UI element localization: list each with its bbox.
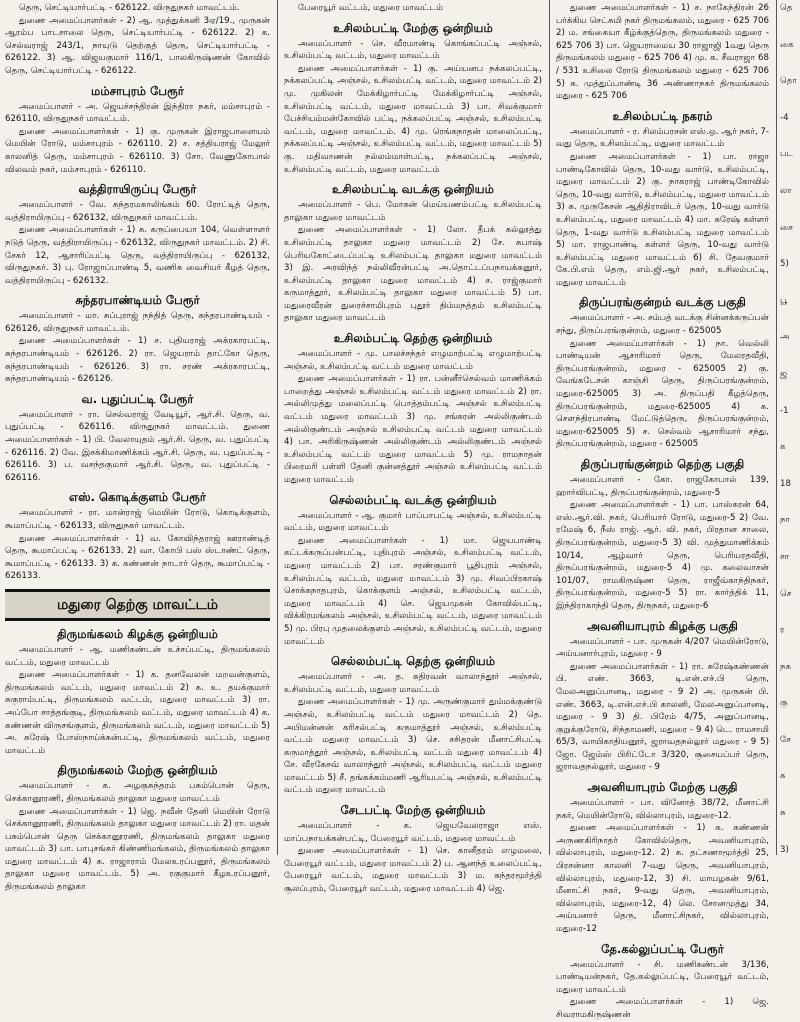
entry-paragraph: தெரு, செட்டியார்பட்டி - 626122. விருதுநகர் மாவட்டம். (19, 3, 240, 13)
entry-paragraph: துணை அமைப்பாளர்கள் - 1) மு. அருண்குமார் தும்மக்குண்டு அஞ்சல், உசிலம்பட்டி வட்டம் மதுரை மாவட்டம் 2) தெ. அபிமன்னன் கரிசல்பட்டி கருமாத்தூர் அஞ்சல், உசிலம்பட்டி வட்டம் மதுரை மாவட்டம் 3) செ. சசிதரன் மீனாட்சிபட்டி கருமாத்தூர் அஞ்சல், உசிலம்பட்டி வட்டம் மதுரை மாவட்டம் 4) சே. வீரகேசவ் வாலாந்தூர் அஞ்சல், உசிலம்பட்டி வட்டம் மதுரை மாவட்டம் 5) சீ. தங்கக்கம்மணி ஆரியபட்டி அஞ்சல், உசிலம்பட்டி வட்டம் மதுரை மாவட்டம் (284, 697, 542, 796)
section-heading: எஸ். கொடிக்குளம் பேரூர் (69, 490, 206, 505)
entry-paragraph: துணை அமைப்பாளர்கள் - 1) ஜெ. சிவராமகிருஷ்ணன் (556, 997, 769, 1020)
section-heading: தே.கல்லுப்பட்டி பேரூர் (601, 941, 724, 956)
entry-paragraph: துணை அமைப்பாளர்கள் - 1) கு. முருகன் இராஜபாளையம் மெயின் ரோடு, மம்சாபுரம் - 626110. 2) ச. சத்தியராஜ் மேலூர் காலனித் தெரு, மம்சாபுரம் - 626110. 3) சோ. வேணுகோபால் விலவம் நகர், மம்சாபுரம் - 626110. (5, 126, 270, 175)
entry-paragraph: அமைப்பாளர் - பெ. மோகன் மெய்யணம்பட்டி உசிலம்பட்டி தாலுகா மதுரை மாவட்டம் (284, 200, 542, 223)
cut-off-text-fragment: ர (780, 625, 785, 636)
entry-paragraph: துணை அமைப்பாளர்கள் - 1) ச. புதியராஜ் அக்ரகாரபட்டி, சுந்தரபாண்டியம் - 626126. 2) ரா. ஜெயராம் தாட்கோ தெரு, சுந்தரபாண்டியம் - 626126. 3) ரா. சரண் அக்ரகாரபட்டி, சுந்தரபாண்டியம் - 626126. (5, 336, 270, 385)
column-3 (551, 0, 774, 1020)
entry-paragraph: அமைப்பாளர் - ஆ. குமார் பாப்பாபட்டி அஞ்சல், உசிலம்பட்டி வட்டம், மதுரை மாவட்டம் (284, 510, 542, 534)
cut-off-text-fragment: -1 (780, 405, 789, 416)
entry-paragraph: அமைப்பாளர் - க. அழகுசுந்தரம் பசும்பொன் தெரு, செக்கானூரணி, திருமங்கலம் தாலுகா மதுரை மாவட்டம் (5, 781, 270, 804)
section-heading: திருப்பரங்குன்றம் தெற்கு பகுதி (580, 457, 745, 471)
column-1 (0, 0, 275, 893)
entry-paragraph: துணை அமைப்பாளர்கள் - 1) லோ. தீபக் கல்லூத்து உசிலம்பட்டி தாலுகா மதுரை மாவட்டம் 2) சே. சுபாஷ் பெரியகோட்டைப்பட்டி உசிலம்பட்டி தாலுகா மதுரை மாவட்டம் 3) இ. அரவிந்த் நல்லிவீரன்பட்டி அ.தொட்டப்பநாயக்கனூர், உசிலம்பட்டி தாலுகா மதுரை மாவட்டம் 4) ச. ராஜ்குமார் கருமாத்தூர், உசிலம்பட்டி தாலுகா மதுரை மாவட்டம் 5) பா. மதுரைவீரன் துரைச்சாமிபுரம் புதூர் திம்மநத்தம் உசிலம்பட்டி தாலுகா மதுரை மாவட்டம் (284, 225, 542, 324)
entry-paragraph: துணை அமைப்பாளர்கள் - 1) ச. நாகேந்திரன் 26 பர்க்கிய செட்சுமி நகர் திருமங்கலம், மதுரை - 625 706 2) ம. சங்கையா கீழ்க்குத்தெரு, திருமங்கலம் மதுரை - 625 706 3) பா. ஜெயராமைய 30 ராஜாஜி 1வது தெரு திருமங்கலம் மதுரை - 625 706 4) மு. க. சீவராஜா 68 / 531 உசிலை ரோடு திருமங்கலம் மதுரை - 625 706 5) க. முத்துப்பாண்டி 36 அண்ணாநகர் திருமங்கலம் மதுரை - 625 706 (556, 3, 769, 102)
entry-paragraph: அமைப்பாளர் - அ. சம்பத் வடக்கு சின்னக்கருப்பன் சந்து, திருப்பரங்குன்றம், மதுரை - 625005 (556, 313, 769, 337)
entry-paragraph: துணை அமைப்பாளர்கள் - 1) வ. கோவிந்தராஜ் ஊராண்டித் தெரு, கூமாப்பட்டி - 626133. 2) வா. கோபி பஸ் ஸ்டாண்ட் தெரு, கூமாப்பட்டி - 626133. 3) க. கண்ணன் நாடார் தெரு, கூமாப்பட்டி - 626133. (5, 533, 270, 582)
section-heading: திருமங்கலம் மேற்கு ஒன்றியம் (57, 763, 218, 778)
section-heading: செல்லம்பட்டி வடக்கு ஒன்றியம் (329, 492, 497, 507)
cut-off-text-fragment: சு (780, 808, 786, 819)
entry-paragraph: அமைப்பாளர் - ரா. மான்ராஜ் மெயின் ரோடு, கொடிக்குளம், கூமாப்பட்டி - 626133, விருதுநகர் மாவட்டம். (5, 508, 270, 531)
entry-paragraph: பேரையூர் வட்டம், மதுரை மாவட்டம் (298, 3, 443, 13)
section-heading: சுந்தரபாண்டியம் பேரூர் (75, 293, 200, 308)
column-divider (549, 0, 550, 855)
entry-paragraph: அமைப்பாளர் - பா. வினோத் 38/72, மீனாட்சி நகர், மெயின்ரோடு, வில்லாபுரம், மதுரை-12. (556, 798, 769, 821)
cut-off-text-fragment: க (780, 771, 786, 782)
section-heading: உசிலம்பட்டி வடக்கு ஒன்றியம் (332, 182, 494, 197)
entry-paragraph: துணை அமைப்பாளர்கள் - 1) க. தனவேலன் மறவன்குளம், திருமங்கலம் வட்டம், மதுரை மாவட்டம் 2) க. உ. தயக்குமார் சுகுராம்பட்டி, திருமங்கலம் வட்டம், மதுரை மாவட்டம் 3) ரா. அப்போ சாத்தங்குடி, திருமங்கலம் வட்டம், மதுரை மாவட்டம் 4) க. கண்ணன் விருசங்குளம், திருமங்கலம் வட்டம், மதுரை மாவட்டம் 5) அ. சுரேஷ் போஸ்நாய்க்கன்பட்டி, திருமங்கலம் வட்டம், மதுரை மாவட்டம் (5, 670, 270, 756)
entry-paragraph: துணை அமைப்பாளர்கள் - 1) சு. கருப்பையா 104, வெள்ளாளர் நடுத் தெரு, வத்திராயிருப்பு - 626132, விருதுநகர் மாவட்டம். 2) சி. சேகர் 12, ஆசாரிப்பட்டி தெரு, வத்திராயிருப்பு - 626132, விருதுநகர். 3) பு. ரோஜாப்பாண்டி 5, வணிக வைசியர் கீழத் தெரு, வத்திராயிருப்பு - 626132. (5, 225, 270, 286)
entry-paragraph: அமைப்பாளர் - கோ. ராஜகோபால் 139, ஹார்விபட்டி, திருப்பரங்குன்றம், மதுரை-5 (556, 475, 769, 498)
section-heading: உசிலம்பட்டி மேற்கு ஒன்றியம் (333, 20, 493, 35)
cut-off-text-fragment: 3) (780, 844, 789, 855)
section-heading: அவனியாபுரம் கிழக்கு பகுதி (587, 618, 738, 633)
entry-paragraph: அமைப்பாளர் - வே. சுந்தரமகாலிங்கம் 60. ரோட்டித் தெரு, வத்திராயிருப்பு - 626132, விருதுநகர் மாவட்டம். (5, 200, 270, 223)
column-4-fragment (778, 0, 800, 855)
cut-off-text-fragment: ஜ (780, 368, 788, 379)
entry-paragraph: துணை அமைப்பாளர்கள் - 2) ஆ. முத்துக்கனி 3ஏ/19., முருகன் ஆரம்ப பாடசாலை தெரு, செட்டியார்பட்டி - 626122. 2) க. செல்வராஜ் 243/1, நாயுடு தெற்குத் தெரு, செட்டியார்பட்டி - 626122. 3) ஆ. விஜயகுமார் 116/1, பாலகிருஷ்ணன் கோவில் தெரு, செட்டியார்பட்டி - 626122. (5, 15, 270, 76)
cut-off-text-fragment: சை (780, 222, 793, 233)
entry-paragraph: அமைப்பாளர் - க. ஜெயவேலராஜா எஸ். மாப்பநாயக்கன்பட்டி, பேரையூர் வட்டம், மதுரை மாவட்டம் (284, 821, 542, 844)
cut-off-text-fragment: கு (780, 698, 788, 709)
cut-off-text-fragment: சா (780, 551, 790, 562)
cut-off-text-fragment: தொ (780, 76, 797, 87)
entry-paragraph: அமைப்பாளர் - அ. த. கதிரவன் வாலாந்தூர் அஞ்சல், உசிலம்பட்டி வட்டம், மதுரை மாவட்டம் (284, 672, 542, 695)
entry-paragraph: அமைப்பாளர் - மு. பாலச்சந்தர் எழுமாற்பட்டி எழுமாற்பட்டி அஞ்சல், உசிலம்பட்டி வட்டம் மதுரை மாவட்டம் (284, 349, 542, 372)
cut-off-text-fragment: லா (780, 185, 792, 196)
section-heading: சேடபட்டி மேற்கு ஒன்றியம் (340, 803, 486, 818)
entry-paragraph: அமைப்பாளர் - அ. ஜெயச்சந்திரன் இந்திரா நகர், மம்சாபுரம் - 626110, விருதுநகர் மாவட்டம். (5, 101, 270, 125)
entry-paragraph: துணை அமைப்பாளர்கள் - 1) பா. ராஜா பாண்டிகோவில் தெரு, 10-வது வார்டு, உசிலம்பட்டி, மதுரை மாவட்டம் 2) கு. நாகராஜ் பாண்டிகோவில் தெரு, 10-வது வார்டு, உசிலம்பட்டி, மதுரை மாவட்டம் 3) சு. முருகேசன் ஆதிதிராவிடர் தெரு, 10-வது வார்டு உசிலம்பட்டி, மதுரை மாவட்டம் 4) மா. சுரேஷ் கள்ளர் தெரு, 1-வது வார்டு உசிலம்பட்டி மதுரை மாவட்டம் 5) மா. ராஜபாண்டி கள்ளர் தெரு, 10-வது வார்டு உசிலம்பட்டி மதுரை மாவட்டம் 6) சி. தேவகுமார் கே.பி.எம் தெரு, எம்.ஜி.ஆர் நகர், உசிலம்பட்டி, மதுரை மாவட்டம் (556, 151, 769, 288)
entry-paragraph: அமைப்பாளர் - சி. மணிகண்டன் 3/136, பாண்டியன்நகர், தே.கல்லுப்பட்டி, பேரையூர் வட்டம், மதுரை மாவட்டம் (556, 959, 769, 995)
cut-off-text-fragment: பூ (780, 295, 788, 306)
entry-paragraph: அமைப்பாளர் - ரா. செல்வராஜ் வேடியூர், ஆர்.சி. தெரு, வ. புதுப்பட்டி - 626116. விருதுநகர் மாவட்டம். துணை அமைப்பாளர்கள் - 1) பி. வேலாயுதம் ஆர்.சி. தெரு, வ. புதுப்பட்டி - 626116. 2) வே. இசக்கிமாணிக்கம் ஆர்.சி. தெரு, வ. புதுப்பட்டி - 626116. 3) ப. வசந்தகுமார் ஆர்.சி. தெரு, வ. புதுப்பட்டி - 626116. (5, 409, 270, 483)
entry-paragraph: துணை அமைப்பாளர்கள் - 1) மா. ஜெயபாண்டி கட்டக்கருப்பன்பட்டி, புதிபுரம் அஞ்சல், உசிலம்பட்டி வட்டம், மதுரை மாவட்டம் 2) பா. சரண்குமார் பூதிபுரம் அஞ்சல், உசிலம்பட்டி வட்டம், மதுரை மாவட்டம் 3) மு. சிவப்பிரகாஷ் சொக்கநாதபுரம், கொக்குளம் அஞ்சல், உசிலம்பட்டி வட்டம், மதுரை மாவட்டம் 4) செ. ஜெயமுகன் கோவில்பட்டி, விக்கிரமங்கலம் அஞ்சல், உசிலம்பட்டி வட்டம், மதுரை மாவட்டம் 5) மு. பிரபு முதலைக்குளம் அஞ்சல், உசிலம்பட்டி வட்டம், மதுரை மாவட்டம் (284, 535, 542, 647)
section-heading: திருப்பரங்குன்றம் வடக்கு பகுதி (579, 295, 746, 310)
column-divider (277, 0, 278, 855)
cut-off-text-fragment: 5) (780, 259, 789, 270)
cut-off-text-fragment: க (780, 442, 786, 453)
cut-off-text-fragment: கை (780, 39, 794, 50)
entry-paragraph: துணை அமைப்பாளர்கள் - 1) ஜெ. நவீன் தேனி மெயின் ரோடு செக்கானூரணி, திருமங்கலம் தாலுகா மதுரை மாவட்டம் 2) ரா. மதன் பசும்பொன் தெரு செக்கானூரணி, திருமங்கலம் தாலுகா மதுரை மாவட்டம் 3) பா. பாபுசங்கர் கிண்ணிமங்கலம், திருமங்கலம் தாலுகா மதுரை மாவட்டம் 4) க. ராஜாராம் மேலஉரப்பனூர், திருமங்கலம் தாலுகா மதுரை மாவட்டம். 5) அ. ரகுகுமார் கீழஉரப்பனூர், திருமங்கலம் தாலுகா (5, 806, 270, 893)
entry-paragraph: துணை அமைப்பாளர்கள் - 1) ரா. பன்னீர்செல்வம் மாணிக்கம் பாறைத்து அஞ்சல் உசிலம்பட்டி வட்டம் மதுரை மாவட்டம் 2) ரா. அல்லிமுத்து மலைப்பட்டி பொத்தம்பட்டி அஞ்சல் உசிலம்பட்டி வட்டம் மதுரை மாவட்டம் 3) மு. சங்கரன் அல்லிகுண்டம் அல்லிகுண்டம் அஞ்சல் உசிலம்பட்டி வட்டம் மதுரை மாவட்டம் 4) பா. அரிகிருஷ்ணன் அல்லிகுண்டம் அல்லிகுண்டம் அஞ்சல் உசிலம்பட்டி வட்டம் மதுரை மாவட்டம் 5) மு. ராமநாதன் பிரைமரி பள்ளி தேனி குன்னத்தூர் அஞ்சல் உசிலம்பட்டி வட்டம் மதுரை மாவட்டம் (284, 374, 542, 485)
entry-paragraph: துணை அமைப்பாளர்கள் - 1) நா. வெல்லி பாண்டியன் ஆசாரிமார் தெரு, மேலரதவீதி, திருப்பரங்குன்றம், மதுரை - 625005 2) கு. வேங்கடேசன் காஞ்சி தெரு, திருப்பரங்குன்றம், மதுரை-625005 3) அ. திருப்பதி கீழத்தெரு, திருப்பரங்குன்றம், மதுரை-625005 4) க. சௌந்திரபாண்டி மேட்டுத்தெரு, திருப்பரங்குன்றம், மதுரை-625005 5) ச. செல்வம் ஆசாரிமார் சந்து, திருப்பரங்குன்றம், மதுரை - 625005 (556, 338, 769, 450)
section-heading: செல்லம்பட்டி தெற்கு ஒன்றியம் (330, 654, 496, 669)
entry-paragraph: துணை அமைப்பாளர்கள் - 1) செ. கானீதரம் எழுமலை, பேரையூர் வட்டம், மதுரை மாவட்டம் 2) ப. ஆனந்த் உலைப்பட்டி, பேரையூர் வட்டம், மதுரை மாவட்டம் 3) ம. சுந்தரமூர்த்தி சூலப்புரம், பேரையூர் வட்டம், மதுரை மாவட்டம் 4) ஜெ. (284, 846, 542, 895)
entry-paragraph: துணை அமைப்பாளர்கள் - 1) ரா. சுரேஷ்கண்ணன் பி. எண். 3663, டி.என்.எச்.பி தெரு, மேலஅனுப்பானடி, மதுரை - 9 2) அ. முருகன் பி. எண். 3663, டி.என்.எச்.பி காலனி, மேலஅனுப்பானடி, மதுரை - 9 3) தி. பிரேம் 4/75, அனுப்பானடி, குறுக்குரோடு, சிந்தாமணி, மதுரை - 9 4) டெ. ராமசாமி 65/3, வாயிகாதியனூர், ஜராவதநல்லூர் மதுரை - 9 5) ஜோ. ஜேம்ஸ் பிரிட்டோ 3/320, சூசையப்பர் தெரு, ஜராவதநல்லூர், மதுரை - 9 (556, 661, 769, 773)
cut-off-text-fragment: சே (780, 734, 791, 745)
entry-paragraph: அமைப்பாளர் - பா. முருகன் 4/207 மெயின்ரோடு, அய்யனார்புரம், மதுரை - 9 (556, 636, 769, 660)
cut-off-text-fragment: 18 (780, 478, 791, 489)
entry-paragraph: துணை அமைப்பாளர்கள் - 1) க. கண்ணன் அருணகிரிநாதர் கோவில்தெரு, அவனியாபுரம், வில்லாபுரம், மதுரை-12. 2) சு. தட்சணாமூர்த்தி 25, பிரசன்னா காலனி 7-வது தெரு, அவனியாபுரம், வில்லாபுரம், மதுரை-12, 3) சி. மாயழகன் 9/61, மீனாட்சி நகர், 9-வது தெரு, அவனியாபுரம், வில்லாபுரம், மதுரை-12, 4) லெ. சோனமுத்து 34, அய்யனார் தெரு, மீனாட்சிநகர், வில்லாபுரம், மதுரை-12 (556, 823, 769, 934)
section-heading: மம்சாபுரம் பேரூர் (91, 83, 184, 98)
entry-paragraph: துணை அமைப்பாளர்கள் - 1) பா. பாஸ்கரன் 64, எஸ்.ஆர்.வி. நகர், பெரியார் ரோடு, மதுரை-5 2) வே. ரமேஷ் 6, நீஸ் ராஜ். ஆர். வி. நகர், பிரதான சாலை, திருப்பரங்குன்றம், மதுரை-5 3) வி. முத்துமாணிக்கம் 10/14, ஆழ்வார் தெரு, பெரியரதவீதி, திருப்பரங்குன்றம், மதுரை-5 4) மு. கலைவாசன் 101/07, ராமகிருஷ்ண தெரு, ராஜீவ்காந்திநகர், திருப்பரங்குன்றம், மதுரை-5 5) ரா. கார்த்திக் 11, இந்திராகாந்தி தெரு, திருநகர், மதுரை-6 (556, 500, 769, 611)
section-heading: திருமங்கலம் கிழக்கு ஒன்றியம் (57, 626, 218, 641)
cut-off-text-fragment: தெ (780, 3, 793, 13)
cut-off-text-fragment: -4 (780, 112, 789, 123)
cut-off-text-fragment: நா (780, 515, 791, 526)
cut-off-text-fragment: அ (780, 332, 790, 343)
entry-paragraph: அமைப்பாளர் - செ. வீரமாண்டி கொங்கப்பட்டி அஞ்சல், உசிலம்பட்டி வட்டம், மதுரை மாவட்டம் (284, 38, 542, 62)
entry-paragraph: அமைப்பாளர் - ர. சிலம்பரசன் எஸ்.ஒ. ஆர் நகர், 7-வது தெரு, உசிலம்பட்டி, மதுரை மாவட்டம் (556, 126, 769, 150)
column-2 (279, 0, 547, 895)
entry-paragraph: துணை அமைப்பாளர்கள் - 1) கு. அய்யனப நக்கலப்பட்டி, நக்கலப்பட்டி அஞ்சல், உசிலம்பட்டி வட்டம், மதுரை மாவட்டம் 2) மு. முகிலன் மேக்கிழார்பட்டி மேக்கிழார்பட்டி அஞ்சல், உசிலம்பட்டி வட்டம், மதுரை மாவட்டம் 3) பா. சிவக்குமார் பேச்சியம்மன்கோவில் பட்டி, நக்கலப்பட்டி அஞ்சல், உசிலம்பட்டி வட்டம், மதுரை மாவட்டம். 4) மு. ரெங்கநாதன் மாலைப்பட்டி, நக்கலப்பட்டி அஞ்சல், உசிலம்பட்டி வட்டம், மதுரை மாவட்டம் 5) கு. மதிவாணன் நல்லம்மாள்பட்டி, நக்கலப்பட்டி அஞ்சல், உசிலம்பட்டி வட்டம், மதுரை மாவட்டம் (284, 63, 542, 175)
entry-paragraph: அமைப்பாளர் - மா. சுப்புராஜ் நந்தித் தெரு, சுந்தரபாண்டியம் - 626126, விருதுநகர் மாவட்டம். (5, 311, 270, 334)
cut-off-text-fragment: செ (780, 588, 792, 599)
section-heading: உசிலம்பட்டி நகரம் (612, 108, 713, 123)
section-heading: வத்திராயிருப்பு பேரூர் (78, 182, 197, 197)
section-heading: உசிலம்பட்டி தெற்கு ஒன்றியம் (333, 331, 493, 346)
district-banner: மதுரை தெற்கு மாவட்டம் (5, 589, 270, 621)
entry-paragraph: அமைப்பாளர் - ஆ. மணிகண்டன் உச்சப்பட்டி, திருமங்கலம் வட்டம், மதுரை மாவட்டம் (5, 644, 270, 668)
cut-off-text-fragment: பட (780, 149, 794, 160)
section-heading: வ. புதுப்பட்டி பேரூர் (81, 391, 194, 406)
section-heading: அவனியாபுரம் மேற்கு பகுதி (587, 780, 738, 795)
cut-off-text-fragment: நக (780, 661, 792, 672)
column-divider (776, 0, 777, 855)
